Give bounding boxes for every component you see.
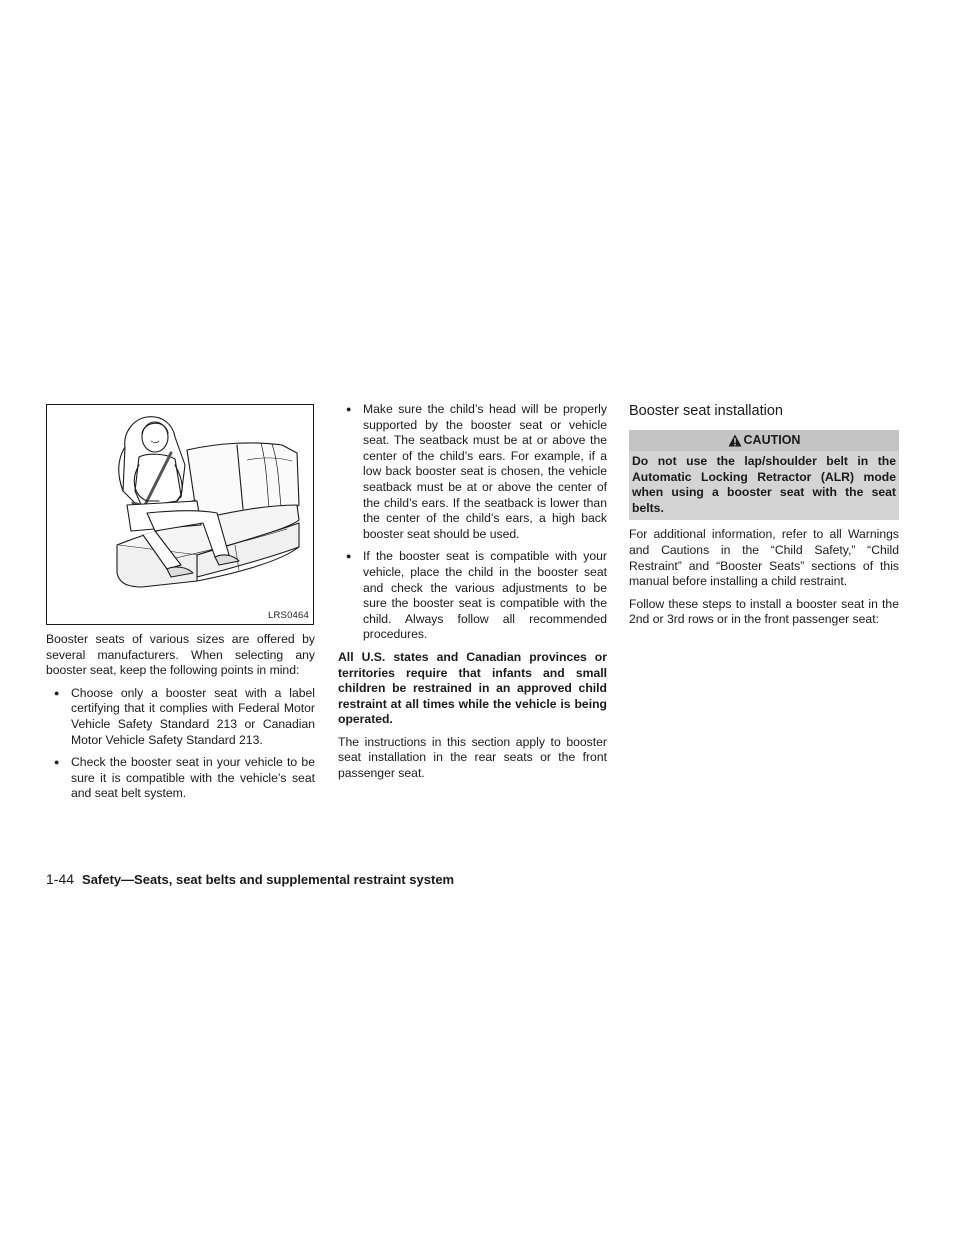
caution-text: Do not use the lap/shoulder belt in the Automatic Locking Retractor (ALR) mode when using a booster seat with the seat belts. (632, 454, 896, 515)
caution-label: CAUTION (743, 433, 801, 447)
steps-intro-paragraph: Follow these steps to install a booster seat in the 2nd or 3rd rows or in the front passenger seat: (629, 596, 899, 627)
list-item: ● If the booster seat is compatible with your vehicle, place the child in the booster seat and check the various adjustments to be sure the booster seat is compatible with the child. Always follow all recommended procedures. (338, 549, 607, 643)
list-item: ● Check the booster seat in your vehicle to be sure it is compatible with the vehicle’s seat and seat belt system. (46, 755, 315, 802)
additional-info-paragraph: For additional information, refer to all Warnings and Cautions in the “Child Safety,” “Child Restraint” and “Booster Seats” sections of this manual before installing a child restraint. (629, 527, 899, 589)
selection-list (46, 686, 315, 802)
caution-box (629, 430, 899, 520)
list-item: ● Make sure the child’s head will be properly supported by the booster seat or vehicle seat. The seatback must be at or above the center of the child’s ears. For example, if a low back booster seat is chosen, the vehicle seatback must be at or above the center of the child’s ears. If the seatback is lower than the center of the child’s ears, a high back booster seat should be used. (338, 402, 607, 542)
list-item: ● Choose only a booster seat with a label certifying that it complies with Federal Motor Vehicle Safety Standard 213 or Canadian Motor Vehicle Safety Standard 213. (46, 686, 315, 748)
section-title: Booster seat installation (629, 403, 783, 419)
warning-triangle-icon (728, 434, 742, 447)
page-footer (46, 871, 454, 888)
child-in-booster-seat-illustration (47, 405, 313, 624)
left-column (46, 632, 315, 802)
intro-paragraph: Booster seats of various sizes are offered by several manufacturers. When selecting any booster seat, keep the following points in mind: (46, 632, 315, 678)
caution-header (629, 430, 899, 451)
footer-title: Safety—Seats, seat belts and supplemental restraint system (82, 872, 455, 887)
guidance-list (338, 402, 607, 643)
figure-code: LRS0464 (267, 610, 309, 621)
instructions-paragraph: The instructions in this section apply to booster seat installation in the rear seats or the front passenger seat. (338, 734, 607, 781)
legal-requirement-note: All U.S. states and Canadian provinces or territories require that infants and small children be restrained in an approved child restraint at all times while the vehicle is being operated. (338, 649, 607, 727)
middle-column (338, 402, 607, 782)
right-column (629, 402, 899, 628)
figure-box (46, 404, 314, 625)
page-number: 1-44 (46, 871, 75, 887)
